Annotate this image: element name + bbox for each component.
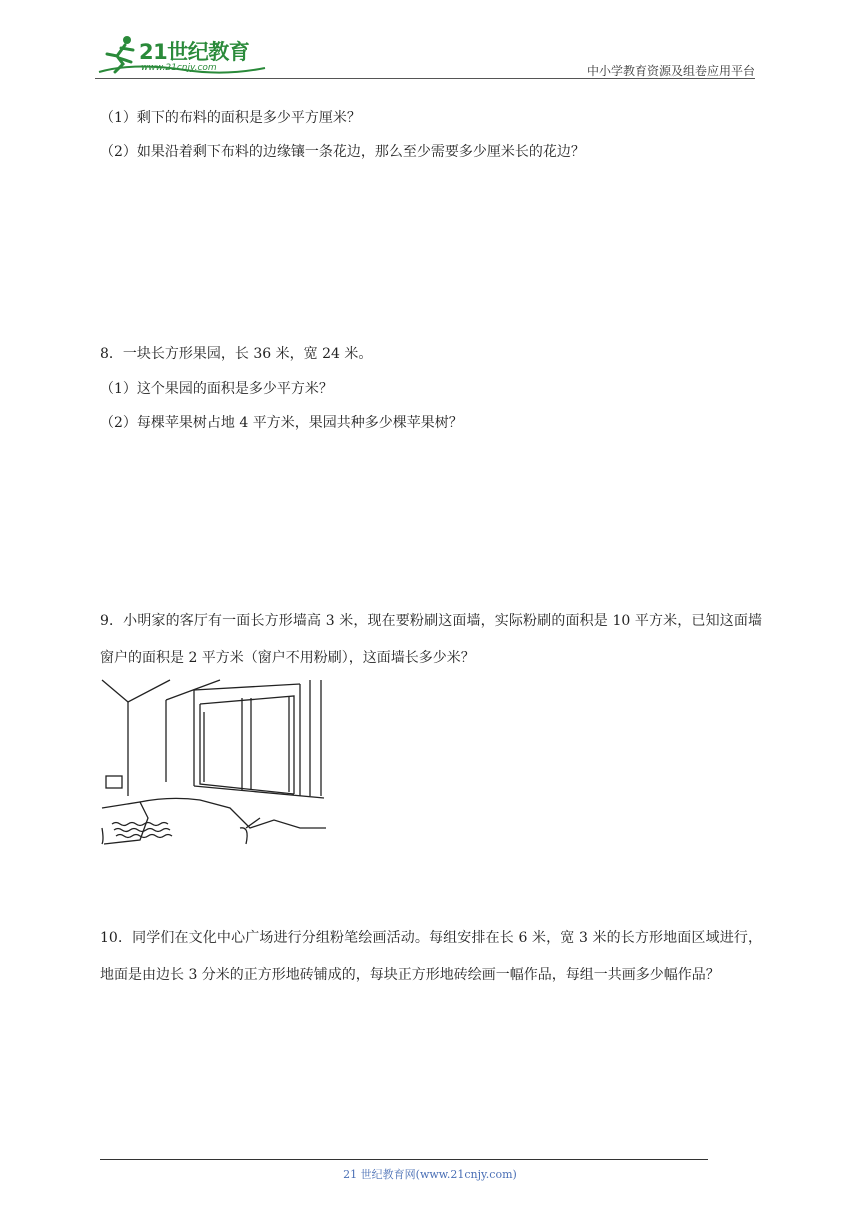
living-room-wall-illustration [100, 678, 328, 846]
q8-part1: （1）这个果园的面积是多少平方米？ [100, 381, 333, 397]
footer-text: 21 世纪教育网(www.21cnjy.com) [343, 1168, 517, 1181]
q9-stem: 9．小明家的客厅有一面长方形墙高 3 米，现在要粉刷这面墙，实际粉刷的面积是 10 平方米，已知这面墙窗户的面积是 2 平方米（窗户不用粉刷），这面墙长多少米？ [100, 613, 762, 666]
q8-part2: （2）每棵苹果树占地 4 平方米，果园共种多少棵苹果树？ [100, 415, 463, 431]
page-header [95, 30, 755, 80]
logo-url: www.21cnjy.com [141, 63, 217, 73]
q7-part1: （1）剩下的布料的面积是多少平方厘米？ [100, 110, 361, 126]
q8-stem: 8．一块长方形果园，长 36 米，宽 24 米。 [100, 346, 373, 362]
header-tagline: 中小学教育资源及组卷应用平台 [586, 64, 755, 78]
logo-text: 21世纪教育 [139, 40, 250, 64]
footer-divider [100, 1159, 708, 1160]
q10-stem: 10．同学们在文化中心广场进行分组粉笔绘画活动。每组安排在长 6 米，宽 3 米的长方形地面区域进行，地面是由边长 3 分米的正方形地砖铺成的，每块正方形地砖绘画一幅作品，每组一共画多少幅作品？ [100, 930, 762, 983]
header-divider [95, 78, 755, 79]
q7-part2: （2）如果沿着剩下布料的边缘镶一条花边，那么至少需要多少厘米长的花边？ [100, 144, 585, 160]
